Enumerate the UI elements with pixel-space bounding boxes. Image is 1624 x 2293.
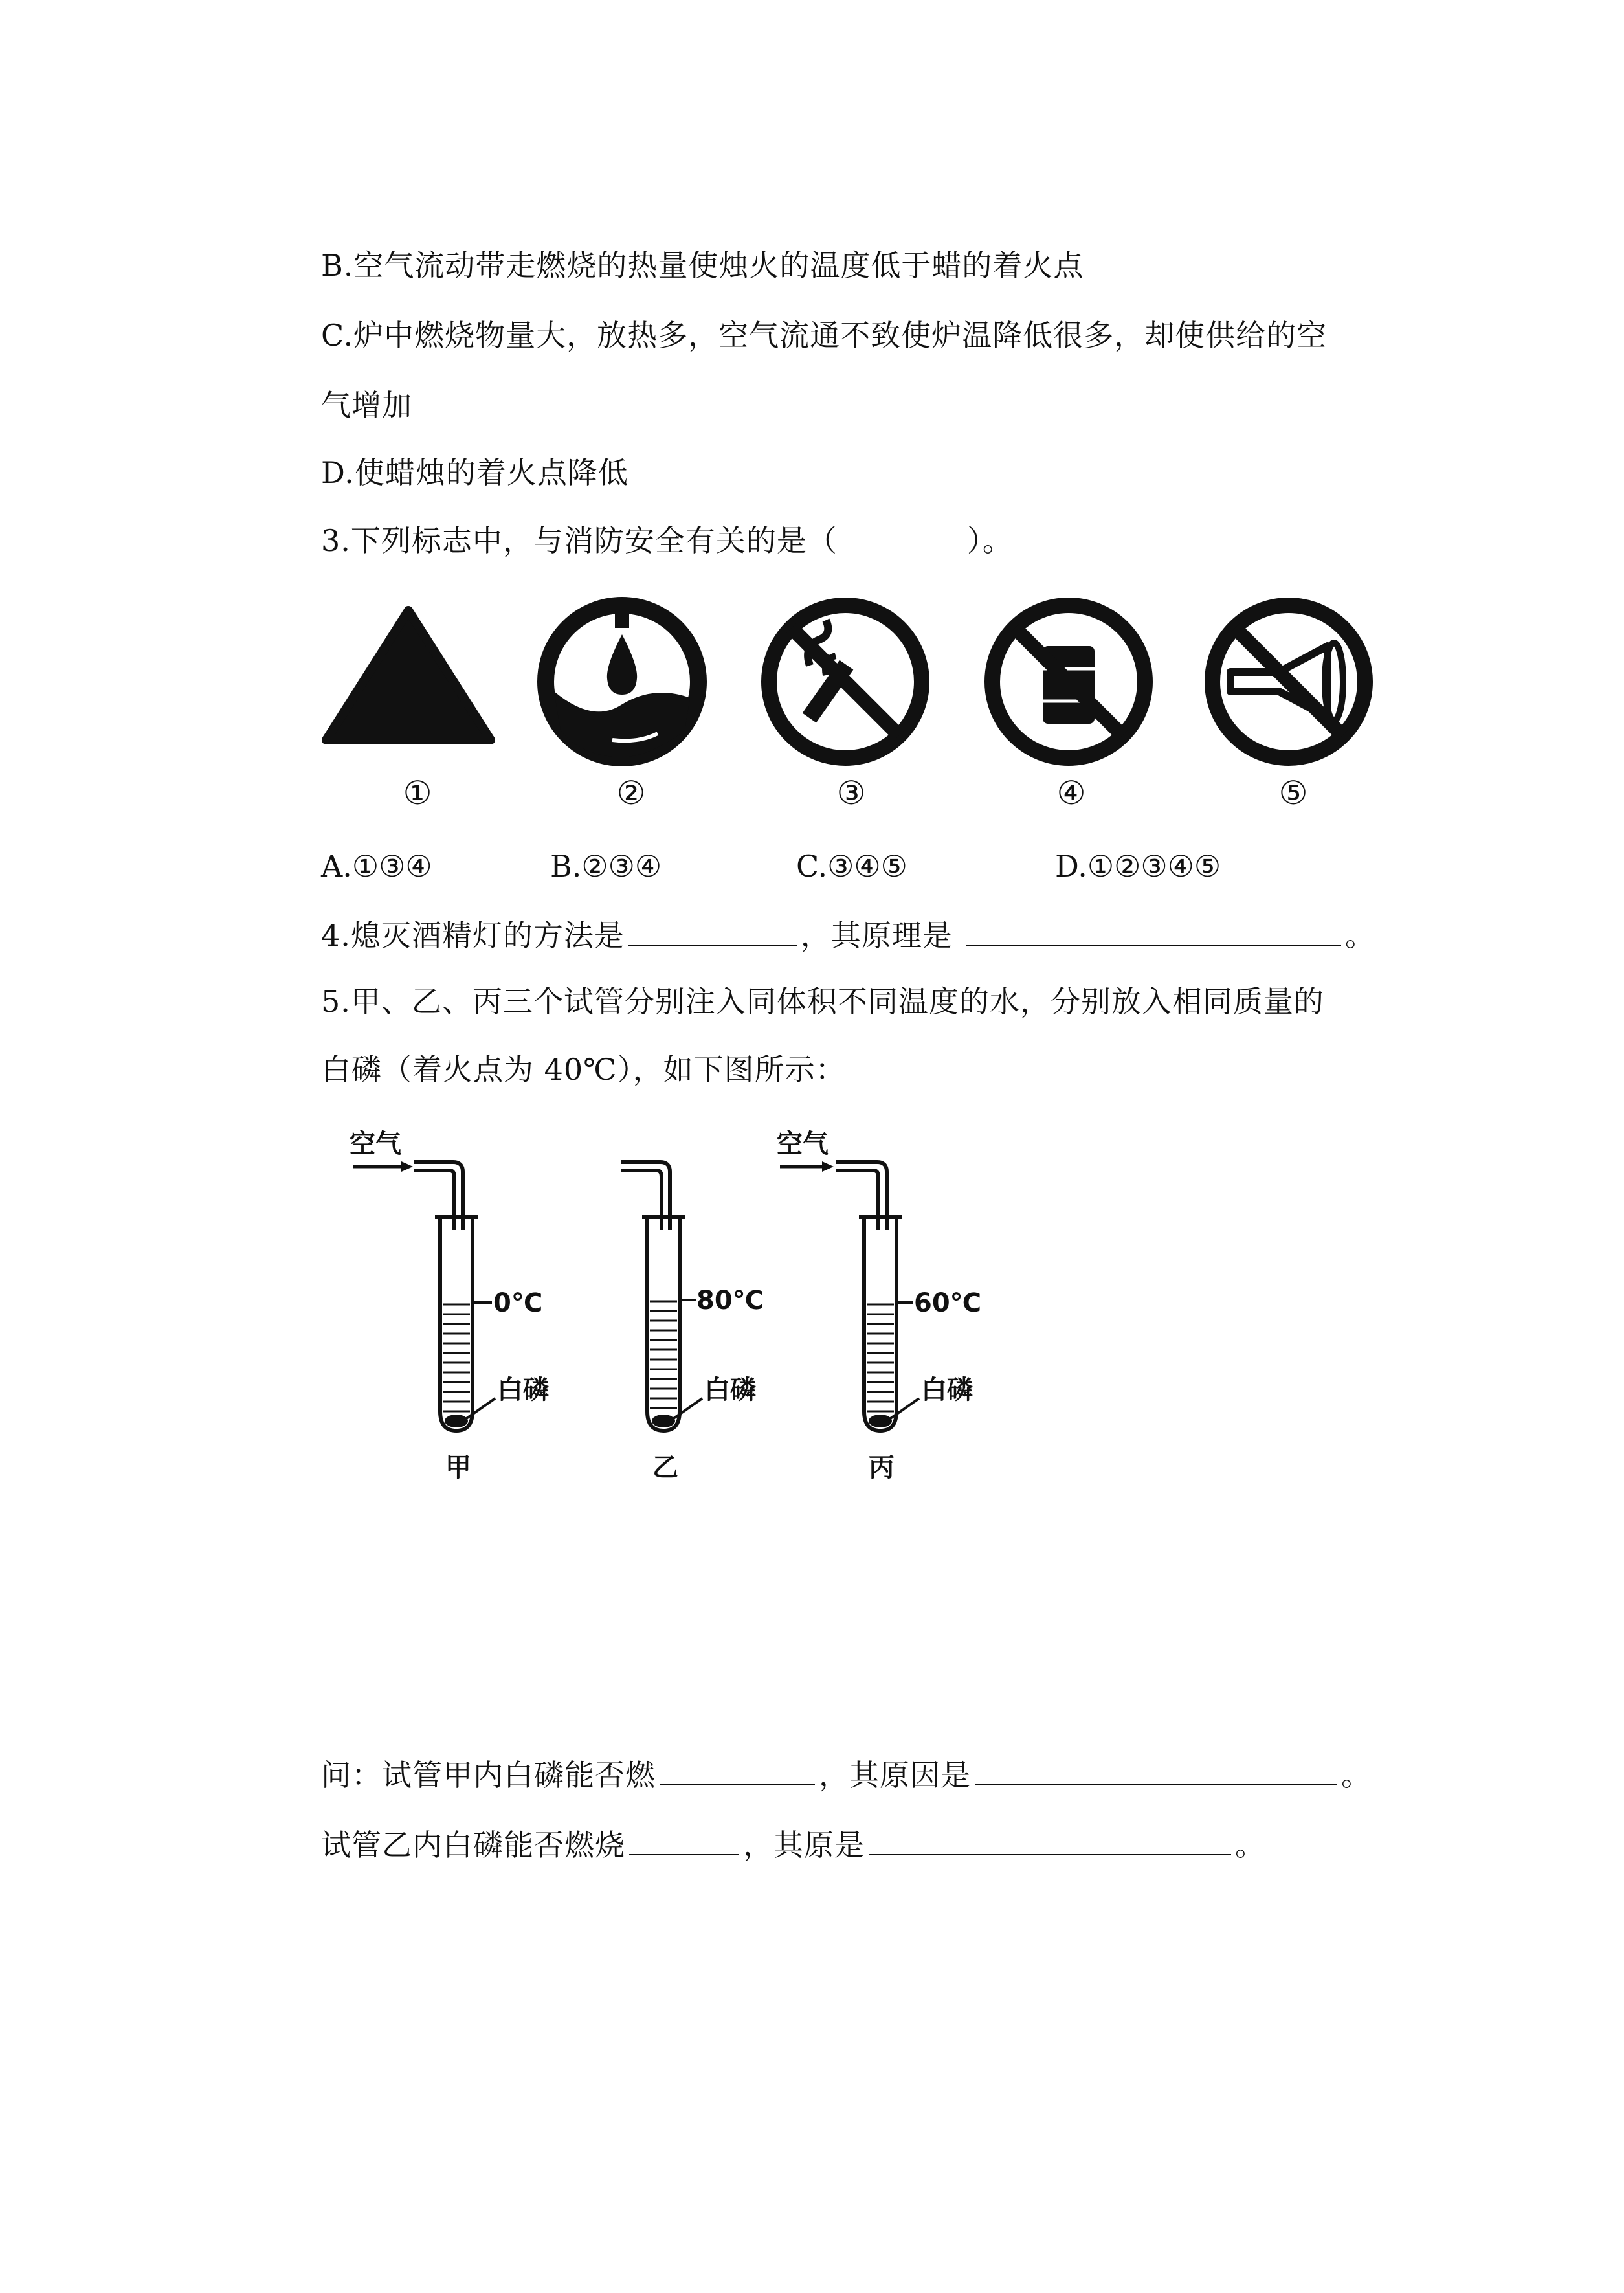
option-d: D.使蜡烛的着火点降低: [321, 455, 628, 490]
choice-a[interactable]: A.①③④: [321, 849, 432, 884]
option-c-line2: 气增加: [321, 388, 412, 423]
warning-triangle-icon: [321, 594, 496, 769]
tube-name: 甲: [445, 1453, 471, 1482]
sign-label-2: ②: [616, 774, 646, 812]
question-5-line2: 白磷（着火点为 40℃），如下图所示：: [321, 1052, 846, 1087]
phosphorus-label: 白磷: [497, 1375, 549, 1405]
no-oil-drum-icon: [981, 594, 1156, 769]
tube-name: 乙: [652, 1453, 678, 1482]
answer-blank[interactable]: [660, 1754, 815, 1785]
option-b: B.空气流动带走燃烧的热量使烛火的温度低于蜡的着火点: [321, 248, 1084, 283]
temperature-label: 60℃: [914, 1288, 982, 1318]
ask-tube-jia: 问：试管甲内白磷能否燃 ，其原因是 。: [321, 1754, 1372, 1795]
tube-bing: [777, 1129, 981, 1482]
temperature-label: 0℃: [493, 1288, 543, 1318]
temperature-label: 80℃: [696, 1286, 764, 1315]
phosphorus-label: 白磷: [704, 1375, 756, 1405]
sign-label-4: ④: [1056, 774, 1086, 812]
choice-b[interactable]: B.②③④: [550, 849, 662, 884]
answer-blank[interactable]: [975, 1754, 1337, 1785]
answer-blank[interactable]: [869, 1824, 1231, 1855]
air-label: 空气: [350, 1129, 401, 1159]
question-3: 3.下列标志中，与消防安全有关的是（ ）。: [321, 523, 1013, 558]
choice-c[interactable]: C.③④⑤: [796, 849, 907, 884]
question-4: 4.熄灭酒精灯的方法是 ，其原理是 。: [321, 915, 1375, 955]
sign-label-3: ③: [836, 774, 866, 812]
air-label: 空气: [777, 1129, 829, 1159]
no-horn-icon: [1201, 594, 1376, 769]
phosphorus-label: 白磷: [921, 1375, 973, 1405]
tube-jia: [350, 1129, 549, 1482]
sign-label-1: ①: [403, 774, 432, 812]
answer-blank[interactable]: [628, 915, 797, 946]
choice-d[interactable]: D.①②③④⑤: [1055, 849, 1221, 884]
option-c-line1: C.炉中燃烧物量大，放热多，空气流通不致使炉温降低很多，却使供给的空: [321, 318, 1328, 353]
question-5-line1: 5.甲、乙、丙三个试管分别注入同体积不同温度的水，分别放入相同质量的: [321, 984, 1324, 1019]
sign-label-5: ⑤: [1278, 774, 1308, 812]
no-smoking-icon: [758, 594, 933, 769]
test-tube-figure: [337, 1126, 1062, 1515]
ask-tube-yi: 试管乙内白磷能否燃烧 ，其原是 。: [321, 1824, 1265, 1864]
safety-signs: [321, 594, 1383, 782]
water-drop-circle-icon: [535, 594, 709, 769]
tube-name: 丙: [869, 1453, 895, 1482]
answer-blank[interactable]: [629, 1824, 739, 1855]
tube-yi: [621, 1162, 764, 1482]
answer-blank[interactable]: [966, 915, 1341, 946]
